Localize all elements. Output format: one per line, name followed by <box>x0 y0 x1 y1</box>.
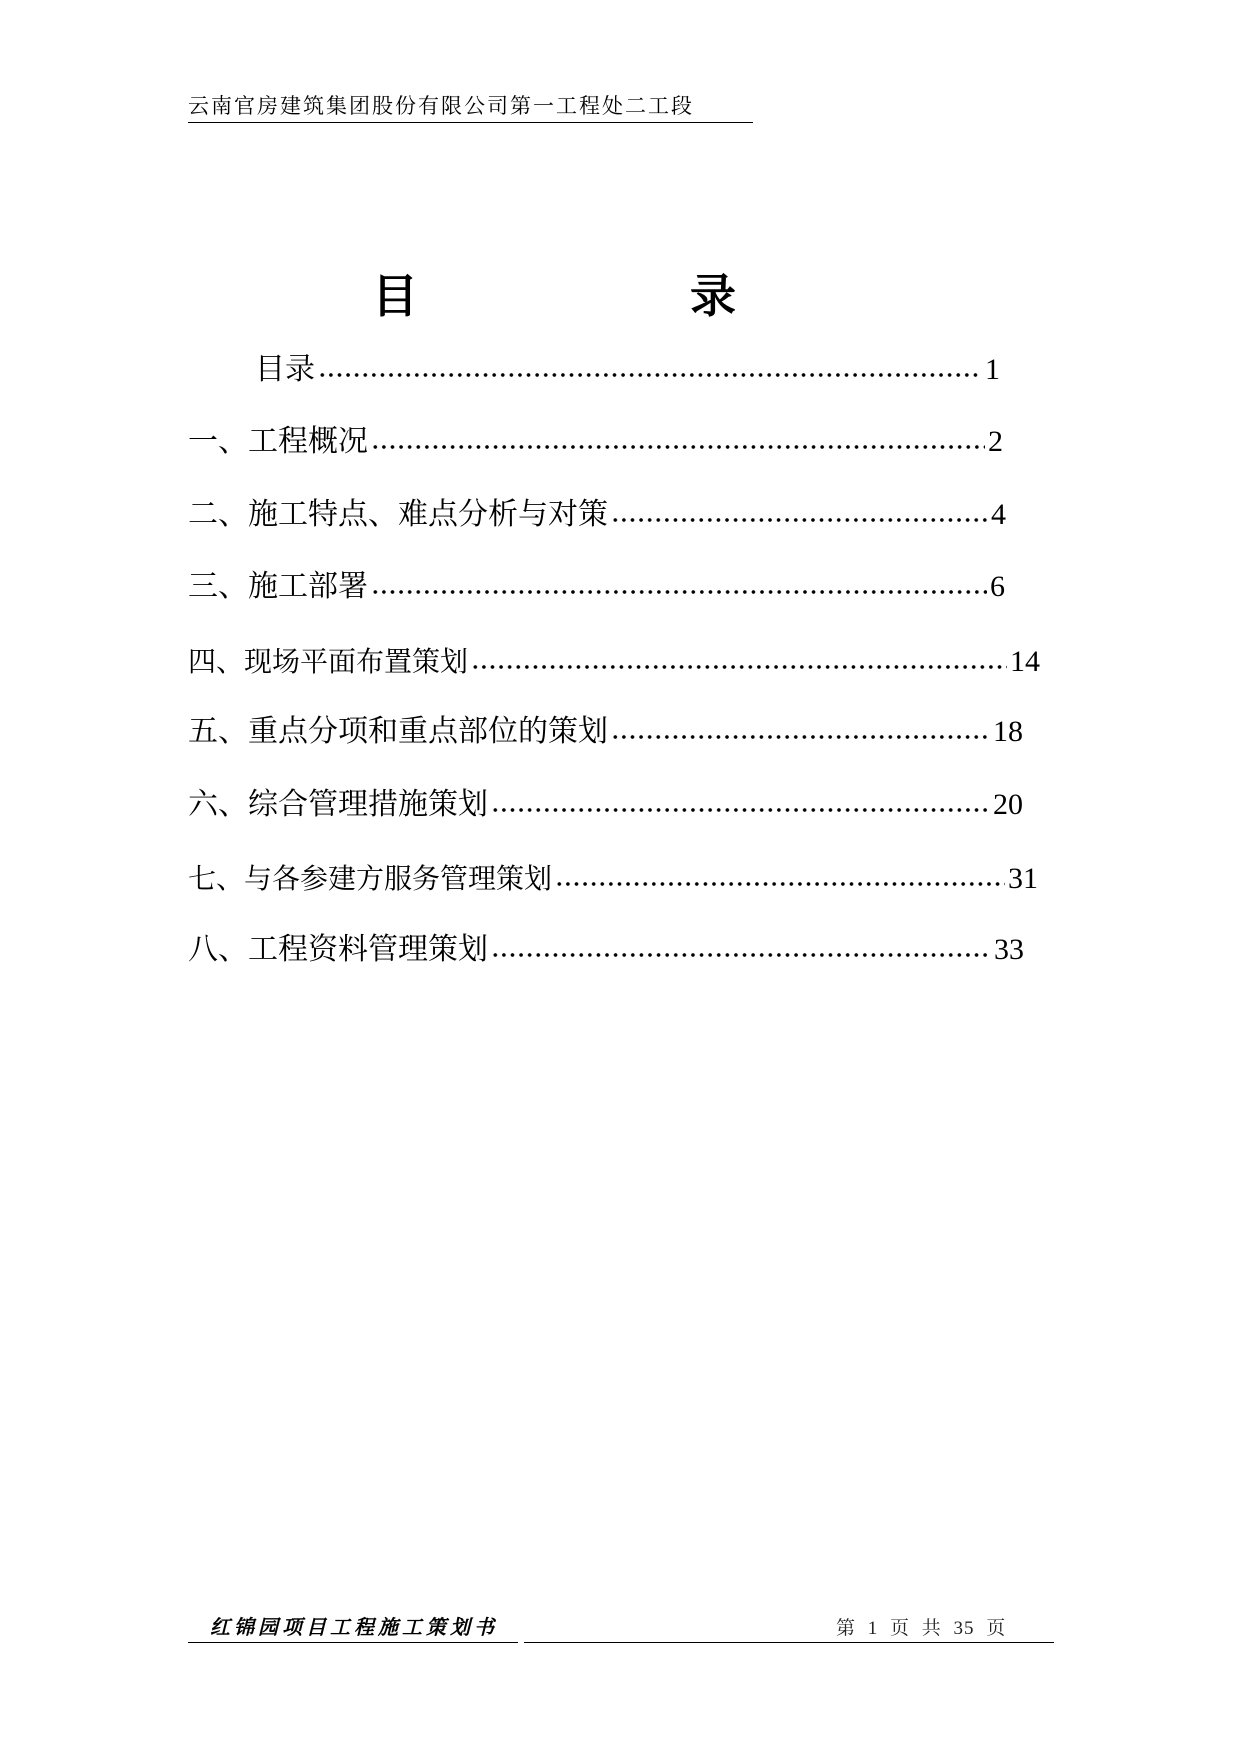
toc-entry-label: 三、施工部署 <box>188 569 368 604</box>
toc-entry-label: 八、工程资料管理策划 <box>188 932 488 967</box>
toc-entry[interactable] <box>188 563 1005 607</box>
toc-entry[interactable] <box>188 418 1003 462</box>
toc-entry[interactable] <box>255 346 1000 390</box>
toc-entry-label: 五、重点分项和重点部位的策划 <box>188 714 608 749</box>
footer-rule-gap <box>518 1637 524 1645</box>
toc-entry[interactable] <box>188 491 1006 535</box>
toc-entry[interactable] <box>188 781 1023 825</box>
toc-leader-dots <box>491 807 990 813</box>
toc-title-left: 目 <box>372 269 418 323</box>
toc-entry-page: 6 <box>990 570 1005 603</box>
footer-page-number <box>836 1613 1012 1640</box>
footer-page-mid: 页 <box>890 1618 911 1639</box>
toc-entry-label: 目录 <box>255 352 315 387</box>
toc-leader-dots <box>318 372 982 378</box>
header-company-name: 云南官房建筑集团股份有限公司第一工程处二工段 <box>188 94 694 118</box>
toc-entry-page: 31 <box>1008 862 1038 895</box>
toc-leader-dots <box>555 881 1005 887</box>
toc-entry-label: 四、现场平面布置策划 <box>188 645 469 678</box>
toc-entry-page: 18 <box>993 715 1023 748</box>
toc-entry-page: 14 <box>1010 645 1040 678</box>
toc-entry[interactable] <box>188 708 1023 752</box>
toc-entry-label: 六、综合管理措施策划 <box>188 787 488 822</box>
toc-entry-label: 二、施工特点、难点分析与对策 <box>188 497 608 532</box>
toc-title-right: 录 <box>690 269 736 323</box>
toc-entry[interactable] <box>188 855 1038 899</box>
footer-page-prefix: 第 <box>836 1618 857 1639</box>
toc-leader-dots <box>611 734 990 740</box>
toc-leader-dots <box>491 952 991 958</box>
toc-entry[interactable] <box>188 926 1024 970</box>
footer-page-suffix: 页 <box>986 1618 1007 1639</box>
toc-entry[interactable] <box>188 638 1040 682</box>
page-header <box>188 92 753 123</box>
toc-entry-label: 一、工程概况 <box>188 424 368 459</box>
page-footer <box>188 1612 1054 1643</box>
footer-document-title: 红锦园项目工程施工策划书 <box>210 1615 498 1639</box>
footer-page-total-prefix: 共 <box>921 1618 942 1639</box>
toc-entry-page: 33 <box>994 933 1024 966</box>
toc-entry-page: 4 <box>991 498 1006 531</box>
footer-page-current: 1 <box>867 1618 879 1639</box>
toc-leader-dots <box>611 517 988 523</box>
toc-leader-dots <box>371 444 985 450</box>
toc-entry-page: 1 <box>985 353 1000 386</box>
toc-entry-page: 20 <box>993 788 1023 821</box>
toc-leader-dots <box>371 589 987 595</box>
toc-entry-page: 2 <box>988 425 1003 458</box>
footer-page-total: 35 <box>953 1618 975 1639</box>
toc-entry-label: 七、与各参建方服务管理策划 <box>188 862 553 895</box>
toc-leader-dots <box>471 664 1007 670</box>
